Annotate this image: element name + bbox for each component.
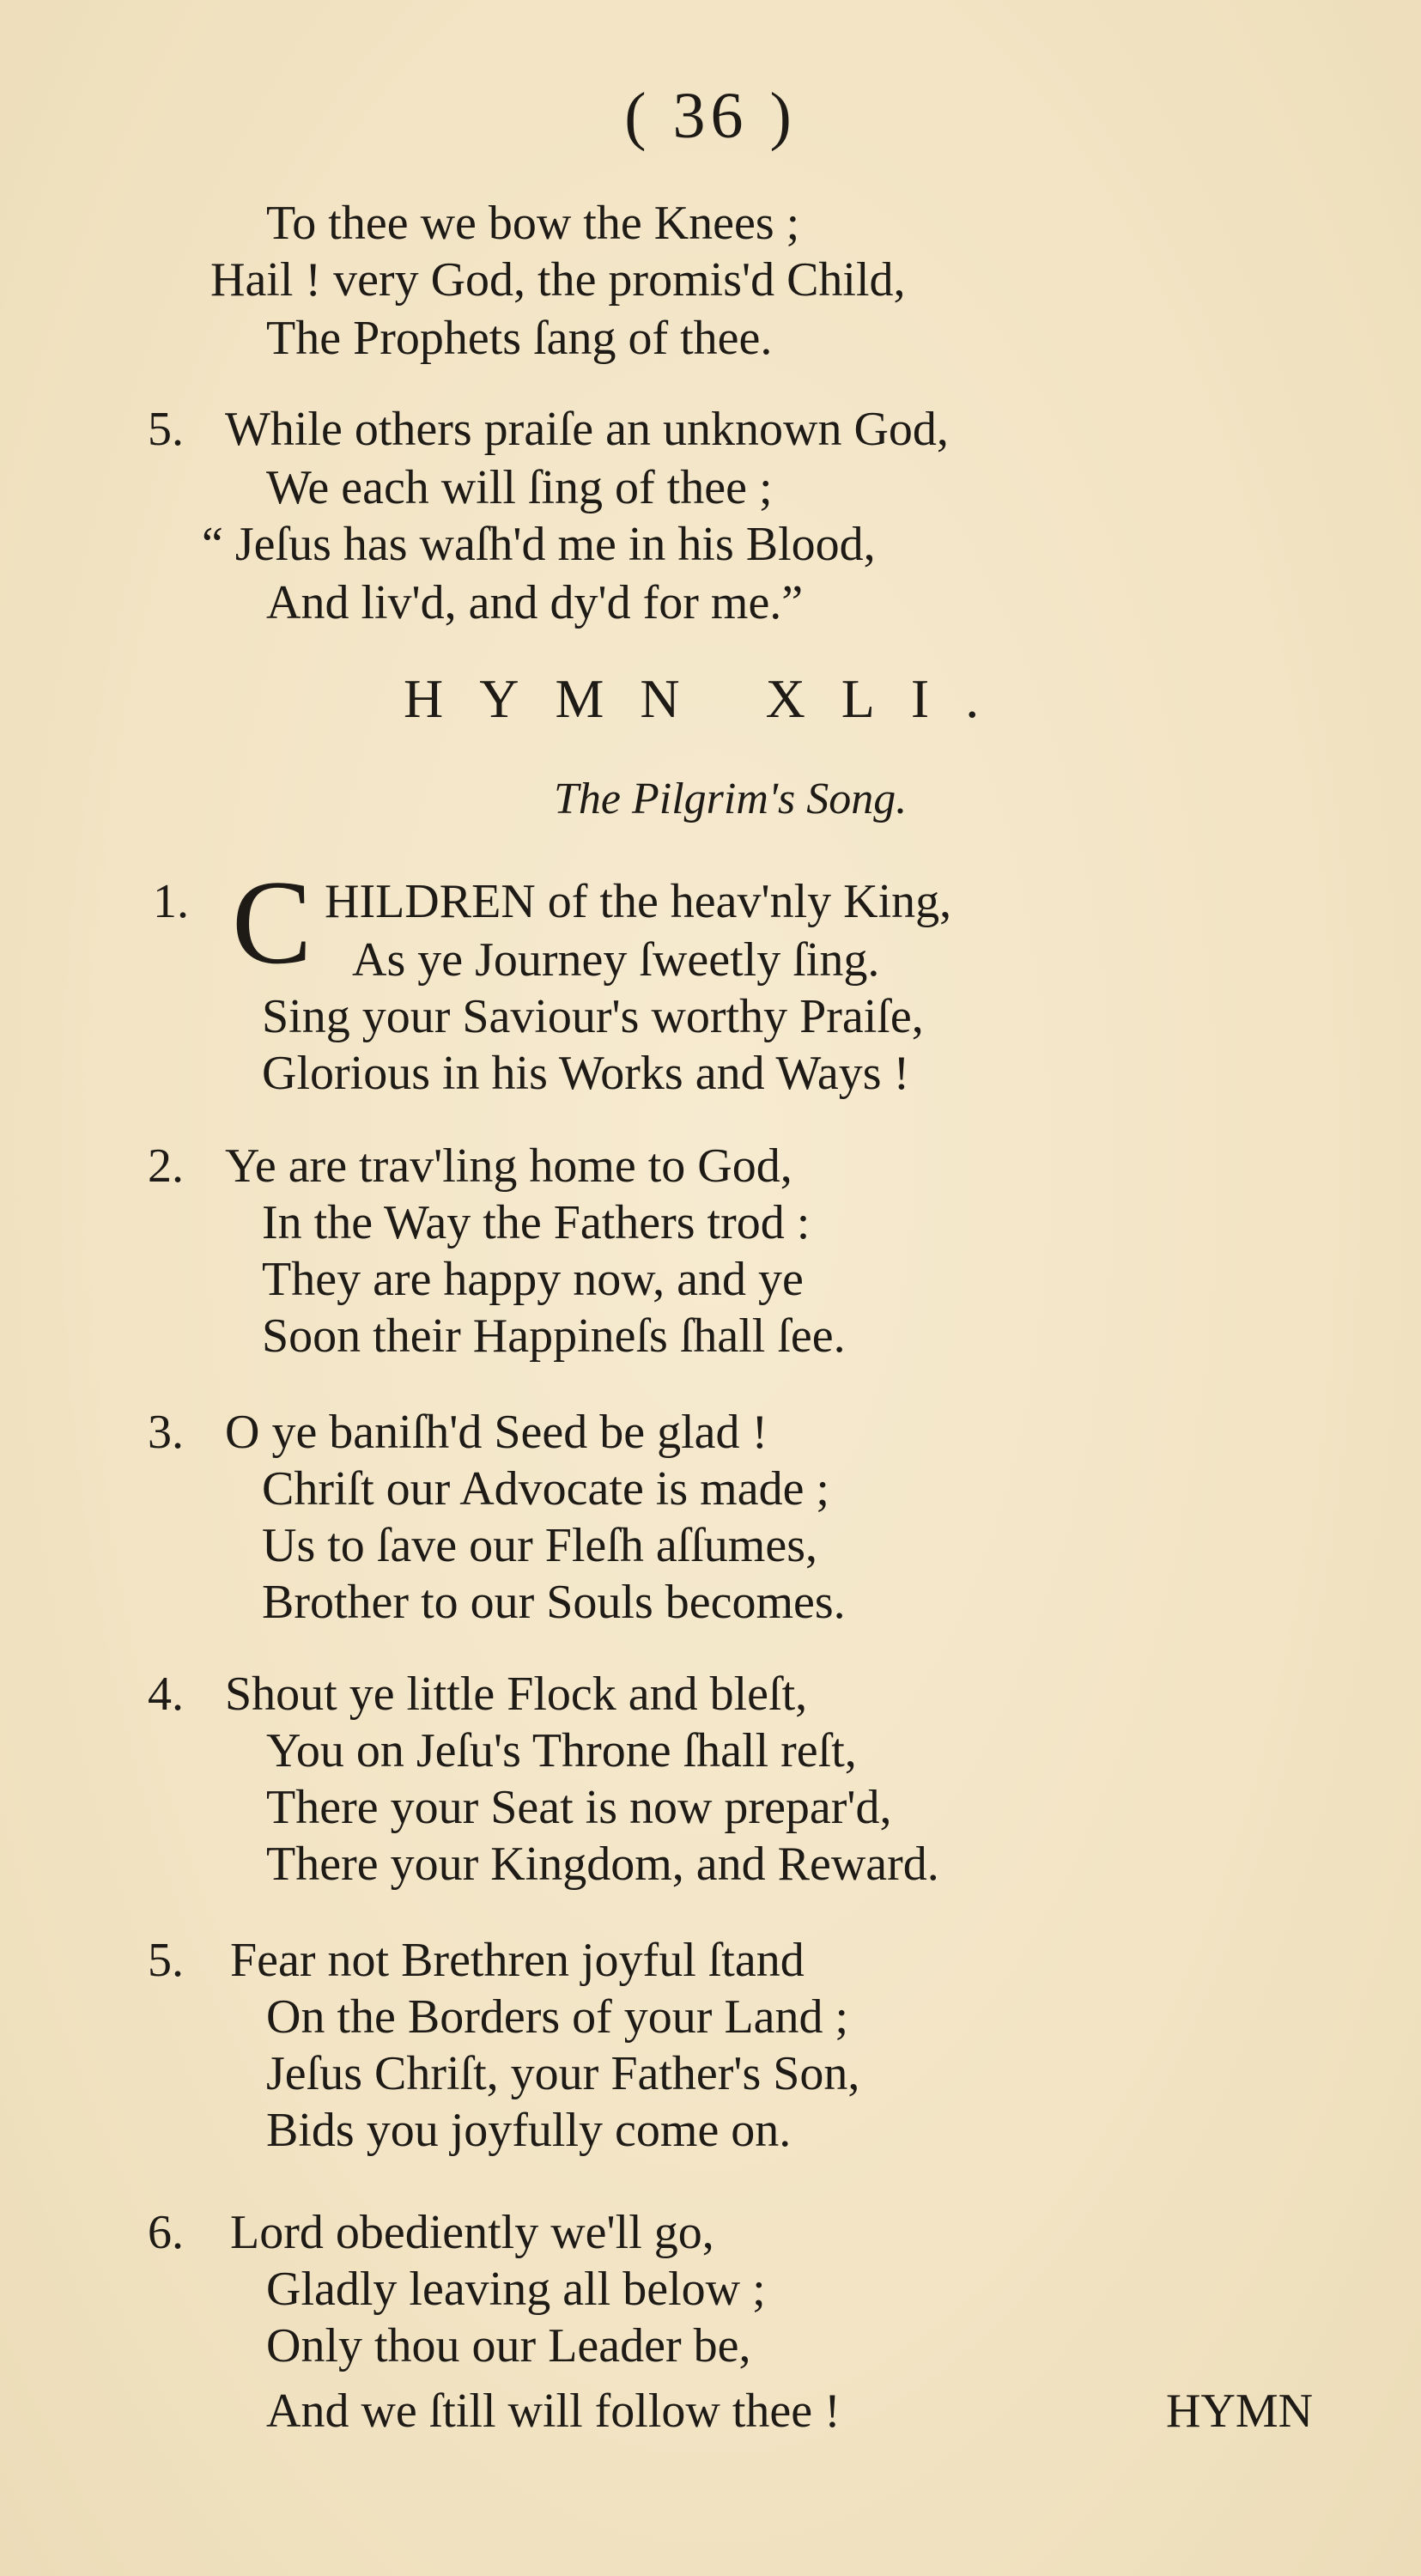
verse-number: 5. — [148, 1934, 184, 1987]
verse-line: And we ſtill will follow thee ! — [266, 2385, 841, 2438]
verse-number: 1. — [153, 875, 189, 928]
verse-line: There your Kingdom, and Reward. — [266, 1838, 939, 1891]
verse-line: Sing your Saviour's worthy Praiſe, — [262, 990, 924, 1043]
verse-line: Hail ! very God, the promis'd Child, — [210, 253, 906, 307]
verse-line: They are happy now, and ye — [262, 1253, 804, 1306]
hymn-subtitle: The Pilgrim's Song. — [554, 775, 908, 823]
verse-line: Brother to our Souls becomes. — [262, 1576, 846, 1629]
verse-line: The Prophets ſang of thee. — [266, 312, 773, 365]
verse-number: 2. — [148, 1139, 184, 1193]
verse-number: 4. — [148, 1668, 184, 1721]
verse-line: Glorious in his Works and Ways ! — [262, 1047, 910, 1100]
page-number: ( 36 ) — [624, 80, 797, 152]
verse-number: 5. — [148, 403, 184, 456]
verse-line: Bids you joyfully come on. — [266, 2104, 792, 2157]
verse-line: Gladly leaving all below ; — [266, 2263, 766, 2316]
verse-line: While others praiſe an unknown God, — [225, 403, 949, 456]
verse-line: Lord obediently we'll go, — [230, 2206, 714, 2259]
hymn-title: HYMN XLI. — [404, 668, 1016, 729]
verse-line: And liv'd, and dy'd for me.” — [266, 576, 804, 629]
verse-line: We each will ſing of thee ; — [266, 461, 773, 514]
verse-line: On the Borders of your Land ; — [266, 1990, 849, 2044]
verse-number: 3. — [148, 1406, 184, 1459]
verse-line: Only thou our Leader be, — [266, 2319, 751, 2372]
verse-line: “ Jeſus has waſh'd me in his Blood, — [202, 518, 876, 571]
drop-cap: C — [232, 856, 313, 989]
verse-line: Jeſus Chriſt, your Father's Son, — [266, 2047, 860, 2100]
verse-line: Shout ye little Flock and bleſt, — [225, 1668, 808, 1721]
verse-line: Soon their Happineſs ſhall ſee. — [262, 1309, 846, 1363]
verse-line: Chriſt our Advocate is made ; — [262, 1462, 829, 1516]
verse-line: HILDREN of the heav'nly King, — [325, 875, 952, 928]
catchword: HYMN — [1166, 2385, 1314, 2438]
verse-line: Fear not Brethren joyful ſtand — [230, 1934, 805, 1987]
verse-number: 6. — [148, 2206, 184, 2259]
verse-line: Us to ſave our Fleſh aſſumes, — [262, 1519, 818, 1572]
verse-line: You on Jeſu's Throne ſhall reſt, — [266, 1724, 857, 1777]
verse-line: There your Seat is now prepar'd, — [266, 1781, 892, 1834]
verse-line: O ye baniſh'd Seed be glad ! — [225, 1406, 768, 1459]
verse-line: In the Way the Fathers trod : — [262, 1196, 811, 1249]
verse-line: Ye are trav'ling home to God, — [225, 1139, 792, 1193]
verse-line: To thee we bow the Knees ; — [266, 197, 800, 250]
verse-line: As ye Journey ſweetly ſing. — [352, 933, 880, 987]
